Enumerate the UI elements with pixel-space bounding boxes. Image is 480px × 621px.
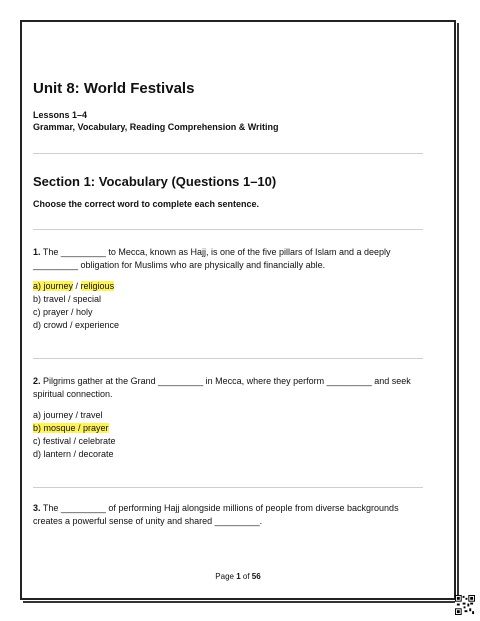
divider	[33, 487, 423, 488]
options-list	[33, 280, 423, 332]
option-d[interactable]: d) lantern / decorate	[33, 449, 114, 459]
option-d[interactable]: d) crowd / experience	[33, 320, 120, 330]
option-a-part2: religious	[80, 281, 115, 291]
question-3	[33, 502, 423, 528]
lessons-subtitle: Grammar, Vocabulary, Reading Comprehension & Writing	[33, 122, 279, 132]
option-a-separator: /	[73, 281, 81, 291]
section-instruction: Choose the correct word to complete each sentence.	[33, 199, 260, 209]
question-number: 3.	[33, 503, 41, 513]
option-a[interactable]	[33, 281, 114, 291]
qr-code-icon	[455, 595, 475, 615]
divider	[33, 153, 423, 154]
option-c[interactable]: c) prayer / holy	[33, 307, 93, 317]
options-list	[33, 409, 423, 461]
option-b[interactable]: b) mosque / prayer	[33, 423, 109, 433]
option-c[interactable]: c) festival / celebrate	[33, 436, 116, 446]
page-current: 1	[236, 572, 241, 581]
section-title: Section 1: Vocabulary (Questions 1–10)	[33, 174, 277, 189]
page-content	[33, 80, 423, 528]
option-a-part1: a) journey	[33, 281, 74, 291]
divider	[33, 229, 423, 230]
question-body: Pilgrims gather at the Grand _________ in Mecca, where they perform _________ and seek spiritual connection.	[33, 376, 411, 399]
question-2	[33, 375, 423, 461]
divider	[33, 358, 423, 359]
unit-title: Unit 8: World Festivals	[33, 80, 195, 97]
page-total: 56	[251, 572, 261, 581]
question-text	[33, 375, 423, 401]
question-number: 1.	[33, 247, 41, 257]
question-number: 2.	[33, 376, 41, 386]
page-label: Page	[215, 572, 234, 581]
question-body: The _________ to Mecca, known as Hajj, is one of the five pillars of Islam and a deeply _________ obligation for Muslims who are physically and financially able.	[33, 247, 391, 270]
question-text	[33, 246, 423, 272]
question-body: The _________ of performing Hajj alongside millions of people from diverse backgrounds creates a powerful sense of unity and shared _________.	[33, 503, 399, 526]
lessons-label: Lessons 1–4	[33, 110, 88, 120]
page-footer	[20, 572, 456, 581]
option-a[interactable]: a) journey / travel	[33, 410, 103, 420]
question-1	[33, 246, 423, 332]
page-of: of	[242, 572, 250, 581]
question-text	[33, 502, 423, 528]
option-b[interactable]: b) travel / special	[33, 294, 102, 304]
